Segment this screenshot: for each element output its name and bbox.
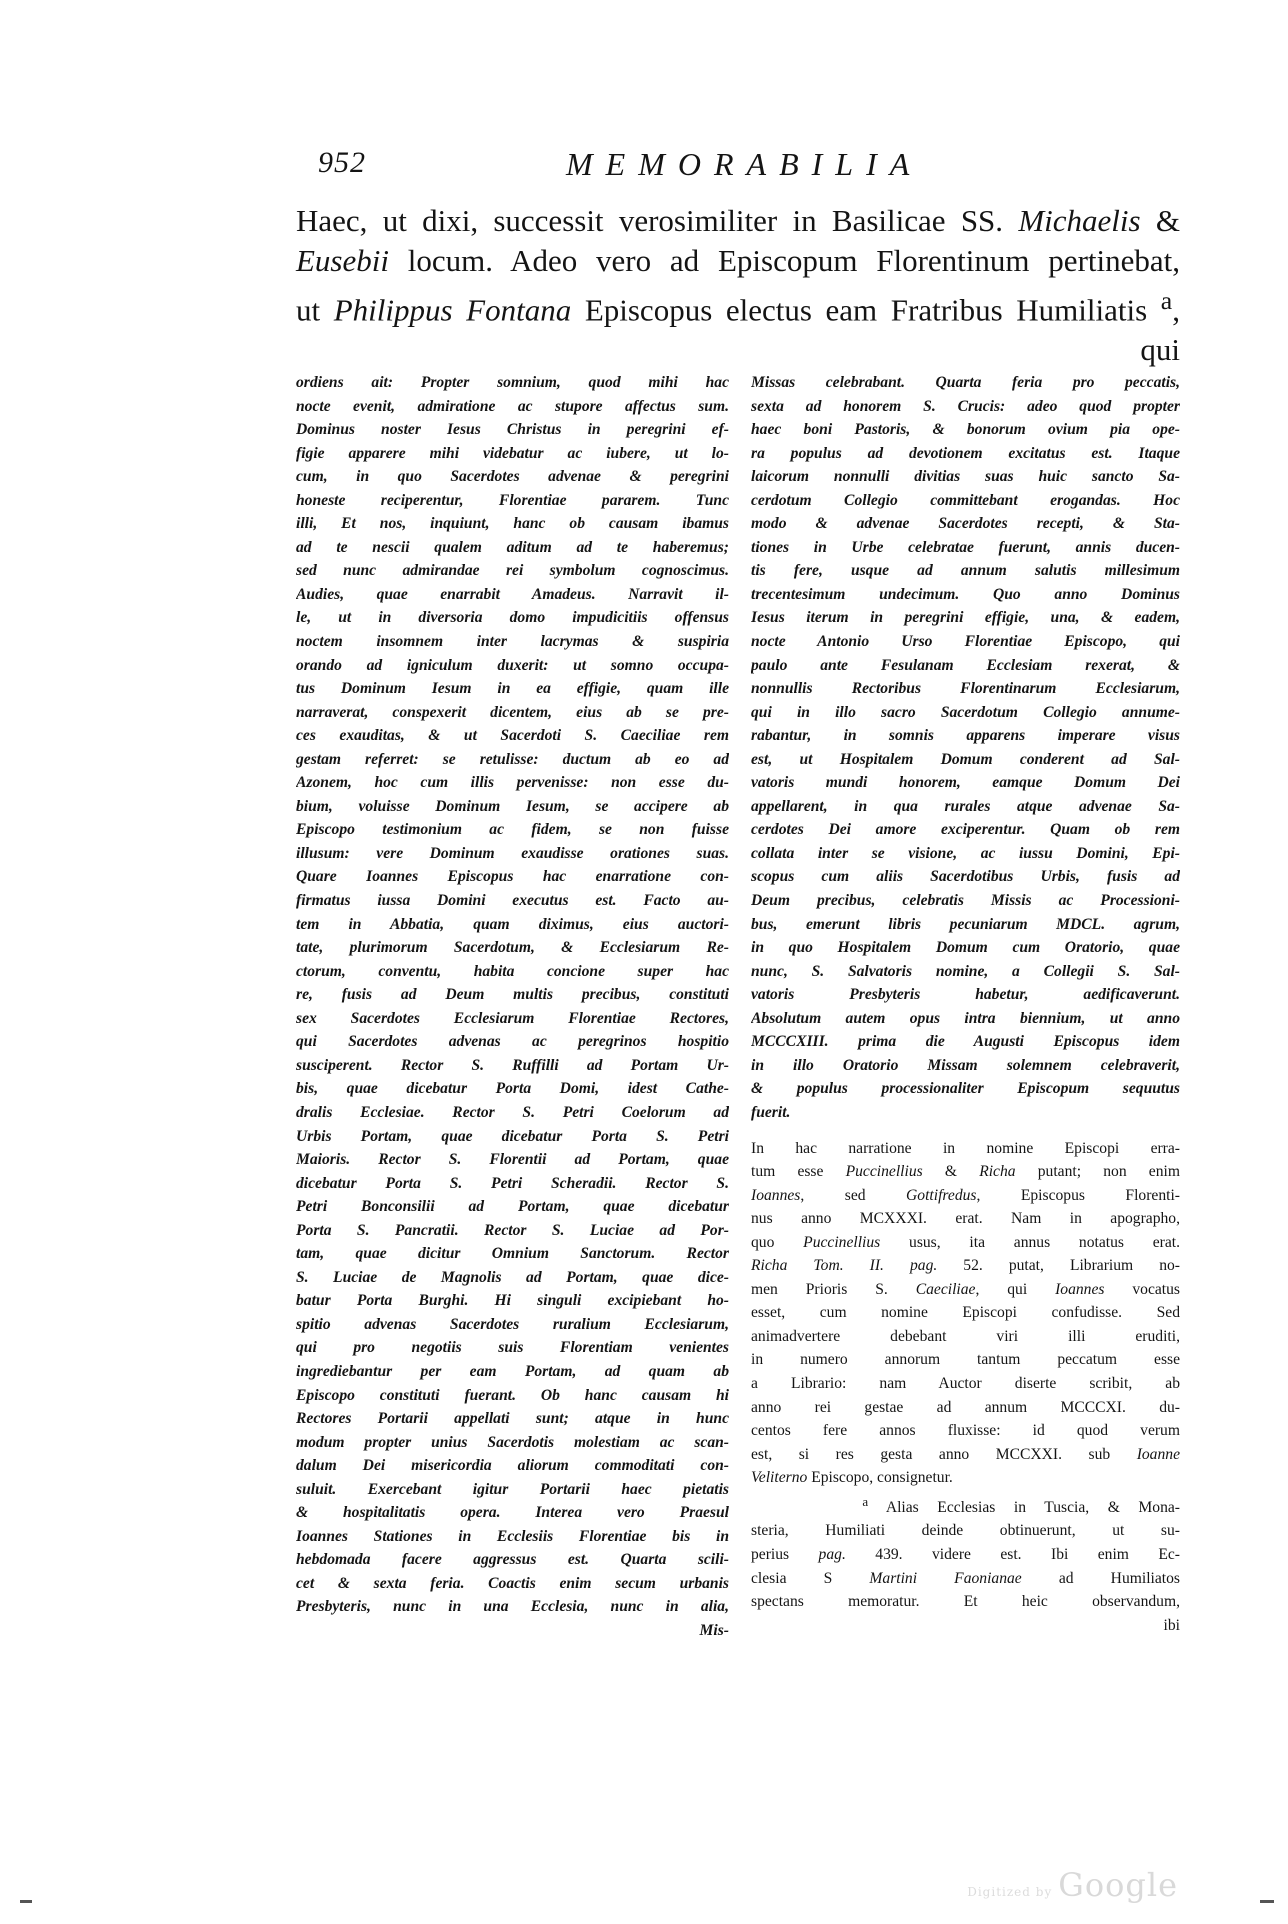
text-line: ra populus ad devotionem excitatus est. Itaque	[751, 444, 1180, 462]
text-line: qui in illo sacro Sacerdotum Collegio annume-	[751, 703, 1180, 721]
text-line: re, fusis ad Deum multis precibus, constituti	[296, 986, 729, 1004]
text-line: nunc, S. Salvatoris nomine, a Collegii S. Sal-	[751, 962, 1180, 980]
page-number: 952	[318, 146, 366, 179]
text-line: tiones in Urbe celebratae fuerunt, annis ducen-	[751, 538, 1180, 556]
text-line: in numero annorum tantum peccatum esse	[751, 1351, 1180, 1369]
watermark-prefix: Digitized by	[967, 1885, 1053, 1899]
digitization-watermark	[967, 1866, 1178, 1904]
text-line: ibi	[1163, 1616, 1180, 1634]
text-line: Episcopo testimonium ac fidem, se non fuisse	[296, 821, 729, 839]
text-line: dalum Dei misericordia aliorum commoditati con-	[296, 1457, 729, 1475]
text-line: trecentesimum undecimum. Quo anno Dominus	[751, 585, 1180, 603]
text-line: tis fere, usque ad annum salutis millesimum	[751, 562, 1180, 580]
text-line: ordiens ait: Propter somnium, quod mihi hac	[296, 374, 729, 391]
text-line: Audies, quae enarrabit Amadeus. Narravit il-	[296, 585, 729, 603]
right-column-quotation	[751, 371, 1180, 1125]
text-line: scopus cum aliis Sacerdotibus Urbis, fusis ad	[751, 868, 1180, 886]
text-line: cum, in quo Sacerdotes advenae & peregrini	[296, 468, 729, 486]
text-line: orando ad igniculum duxerit: ut somno occupa-	[296, 656, 729, 674]
text-line: Mis-	[699, 1621, 729, 1639]
text-line: cerdotum Collegio committebant erogandas. Hoc	[751, 491, 1180, 509]
text-line: batur Porta Burghi. Hi singuli excipiebant ho-	[296, 1292, 729, 1310]
right-column-commentary	[751, 1137, 1180, 1638]
text-line: hebdomada facere aggressus est. Quarta scili-	[296, 1551, 729, 1569]
paragraph-gap	[751, 1125, 1180, 1137]
scan-edge-mark-right	[1260, 1900, 1274, 1903]
text-line: tum esse Puccinellius & Richa putant; non enim	[751, 1163, 1180, 1181]
text-line: Maioris. Rector S. Florentii ad Portam, quae	[296, 1151, 729, 1169]
text-line: Richa Tom. II. pag. 52. putat, Librarium no-	[751, 1257, 1180, 1275]
text-line: vatoris mundi honorem, eamque Domum Dei	[751, 774, 1180, 792]
text-line: figie apparere mihi videbatur ac iubere, ut lo-	[296, 444, 729, 462]
text-line: Petri Bonconsilii ad Portam, quae dicebatur	[296, 1198, 729, 1216]
text-line: steria, Humiliati deinde obtinuerunt, ut su-	[751, 1522, 1180, 1540]
text-line: honeste reciperentur, Florentiae pararem. Tunc	[296, 491, 729, 509]
text-line: Missas celebrabant. Quarta feria pro peccatis,	[751, 374, 1180, 391]
text-line: esset, cum nomine Episcopi confudisse. Sed	[751, 1304, 1180, 1322]
text-line: modum propter unius Sacerdotis molestiam ac scan-	[296, 1433, 729, 1451]
text-line: in illo Oratorio Missam solemnem celebraverit,	[751, 1056, 1180, 1074]
text-line: ut Philippus Fontana Episcopus electus eam Fratribus Humiliatis $^a$,	[296, 286, 1180, 328]
text-line: cet & sexta feria. Coactis enim secum urbanis	[296, 1574, 729, 1592]
text-line: tam, quae dicitur Omnium Sanctorum. Rector	[296, 1245, 729, 1263]
text-line: Haec, ut dixi, successit verosimiliter in Basilicae SS. Michaelis &	[296, 203, 1180, 238]
text-line: Deum precibus, celebratis Missis ac Processioni-	[751, 892, 1180, 910]
text-line: Dominus noster Iesus Christus in peregrini ef-	[296, 421, 729, 439]
text-line: & populus processionaliter Episcopum sequutus	[751, 1080, 1180, 1098]
text-line: Episcopo constituti fuerant. Ob hanc causam hi	[296, 1386, 729, 1404]
text-line: firmatus iussa Domini executus est. Facto au-	[296, 892, 729, 910]
text-line: fuerit.	[751, 1103, 791, 1121]
text-line: Absolutum autem opus intra biennium, ut anno	[751, 1009, 1180, 1027]
text-line: haec boni Pastoris, & bonorum ovium pia ope-	[751, 421, 1180, 439]
text-line: ces exauditas, & ut Sacerdoti S. Caeciliae rem	[296, 727, 729, 745]
text-line: clesia S Martini Faonianae ad Humiliatos	[751, 1569, 1180, 1587]
text-line: sex Sacerdotes Ecclesiarum Florentiae Rectores,	[296, 1009, 729, 1027]
text-line: le, ut in diversoria domo impudicitiis offensus	[296, 609, 729, 627]
text-line: vatoris Presbyteris habetur, aedificaverunt.	[751, 986, 1180, 1004]
text-line: narraverat, conspexerit dicentem, eius ab se pre-	[296, 703, 729, 721]
text-line: tate, plurimorum Sacerdotum, & Ecclesiarum Re-	[296, 939, 729, 957]
text-line: nocte evenit, admiratione ac stupore affectus sum.	[296, 397, 729, 415]
text-line: cerdotes Dei amore exciperentur. Quam ob rem	[751, 821, 1180, 839]
text-line: a Librario: nam Auctor diserte scribit, ab	[751, 1374, 1180, 1392]
running-title: MEMORABILIA	[566, 146, 923, 182]
text-line: In hac narratione in nomine Episcopi erra-	[751, 1139, 1180, 1157]
text-line: paulo ante Fesulanam Ecclesiam rexerat, &	[751, 656, 1180, 674]
text-line: spitio advenas Sacerdotes ruralium Ecclesiarum,	[296, 1315, 729, 1333]
text-line: sexta ad honorem S. Crucis: adeo quod propter	[751, 397, 1180, 415]
text-line: spectans memoratur. Et heic observandum,	[751, 1593, 1180, 1611]
text-line: Ioannes Stationes in Ecclesiis Florentiae bis in	[296, 1527, 729, 1545]
watermark-name: Google	[1058, 1866, 1178, 1904]
text-line: men Prioris S. Caeciliae, qui Ioannes vocatus	[751, 1280, 1180, 1298]
text-line: nonnullis Rectoribus Florentinarum Ecclesiarum,	[751, 680, 1180, 698]
text-line: qui	[1140, 332, 1180, 368]
text-line: ingrediebantur per eam Portam, ad quam ab	[296, 1362, 729, 1380]
text-line: susciperent. Rector S. Ruffilli ad Portam Ur-	[296, 1056, 729, 1074]
main-paragraph	[296, 201, 1180, 370]
text-line: tus Dominum Iesum in ea effigie, quam ille	[296, 680, 729, 698]
text-line: appellarent, in qua rurales atque advenae Sa-	[751, 797, 1180, 815]
text-line: illi, Et nos, inquiunt, hanc ob causam ibamus	[296, 515, 729, 533]
text-line: quo Puccinellius usus, ita annus notatus erat.	[751, 1233, 1180, 1251]
text-line: laicorum nonnulli divitias suas huic sancto Sa-	[751, 468, 1180, 486]
text-line: suluit. Exercebant igitur Portarii haec pietatis	[296, 1480, 729, 1498]
left-footnote-column	[296, 371, 729, 1643]
text-line: animadvertere debebant viri illi eruditi,	[751, 1327, 1180, 1345]
right-footnote-column	[751, 371, 1180, 1637]
text-line: anno rei gestae ad annum MCCCXI. du-	[751, 1398, 1180, 1416]
text-line: Eusebii locum. Adeo vero ad Episcopum Florentinum pertinebat,	[296, 243, 1180, 278]
text-line: MCCCXIII. prima die Augusti Episcopus idem	[751, 1033, 1180, 1051]
text-line: Quare Ioannes Episcopus hac enarratione con-	[296, 868, 729, 886]
text-line: perius pag. 439. videre est. Ibi enim Ec-	[751, 1545, 1180, 1563]
text-line: modo & advenae Sacerdotes recepti, & Sta-	[751, 515, 1180, 533]
text-line: est, si res gesta anno MCCXXI. sub Ioanne	[751, 1445, 1180, 1463]
text-line: noctem insomnem inter lacrymas & suspiria	[296, 633, 729, 651]
text-line: nocte Antonio Urso Florentiae Episcopo, qui	[751, 633, 1180, 651]
text-line: Urbis Portam, quae dicebatur Porta S. Petri	[296, 1127, 729, 1145]
text-line: $^a$ Alias Ecclesias in Tuscia, & Mona-	[862, 1493, 1180, 1516]
text-line: Porta S. Pancratii. Rector S. Luciae ad Por-	[296, 1221, 729, 1239]
text-line: rabantur, in somnis apparens imperare visus	[751, 727, 1180, 745]
text-line: qui Sacerdotes advenas ac peregrinos hospitio	[296, 1033, 729, 1051]
text-line: tem in Abbatia, quam diximus, eius auctori-	[296, 915, 729, 933]
text-line: nus anno MCXXXI. erat. Nam in apographo,	[751, 1210, 1180, 1228]
text-line: qui pro negotiis suis Florentiam venientes	[296, 1339, 729, 1357]
text-line: & hospitalitatis opera. Interea vero Praesul	[296, 1504, 729, 1522]
text-line: ctorum, conventu, habita concione super hac	[296, 962, 729, 980]
text-line: Rectores Portarii appellati sunt; atque in hunc	[296, 1410, 729, 1428]
text-line: Iesus iterum in peregrini effigie, una, & eadem,	[751, 609, 1180, 627]
text-line: S. Luciae de Magnolis ad Portam, quae dice-	[296, 1268, 729, 1286]
text-line: bis, quae dicebatur Porta Domi, idest Cathe-	[296, 1080, 729, 1098]
text-line: Ioannes, sed Gottifredus, Episcopus Florenti-	[751, 1186, 1180, 1204]
text-line: centos fere annos fluxisse: id quod verum	[751, 1422, 1180, 1440]
text-line: dicebatur Porta S. Petri Scheradii. Rector S.	[296, 1174, 729, 1192]
text-line: bus, emerunt libris pecuniarum MDCL. agrum,	[751, 915, 1180, 933]
text-line: Presbyteris, nunc in una Ecclesia, nunc in alia,	[296, 1598, 729, 1616]
text-line: ad te nescii qualem aditum ad te haberemus;	[296, 538, 729, 556]
page-header	[318, 146, 958, 186]
text-line: collata inter se visione, ac iussu Domini, Epi-	[751, 844, 1180, 862]
scan-edge-mark-left	[20, 1900, 32, 1903]
text-line: illusum: vere Dominum exaudisse orationes suas.	[296, 844, 729, 862]
text-line: Azonem, hoc cum illis pervenisse: non esse du-	[296, 774, 729, 792]
text-line: Veliterno Episcopo, consignetur.	[751, 1469, 953, 1487]
text-line: gestam referret: se retulisse: ductum ab eo ad	[296, 750, 729, 768]
text-line: est, ut Hospitalem Domum conderent ad Sal-	[751, 750, 1180, 768]
text-line: sed nunc admirandae rei symbolum cognoscimus.	[296, 562, 729, 580]
text-line: bium, voluisse Dominum Iesum, se accipere ab	[296, 797, 729, 815]
text-line: dralis Ecclesiae. Rector S. Petri Coelorum ad	[296, 1103, 729, 1121]
text-line: in quo Hospitalem Domum cum Oratorio, quae	[751, 939, 1180, 957]
